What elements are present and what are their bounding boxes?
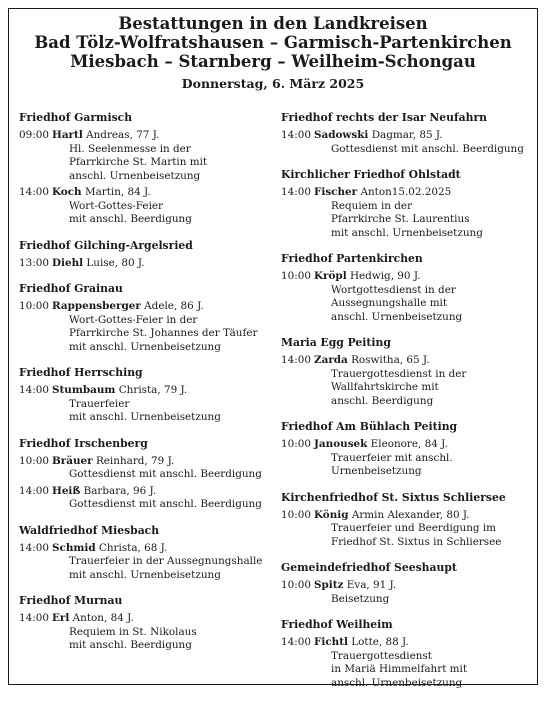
- funeral-time: 13:00: [19, 256, 49, 269]
- funeral-time: 14:00: [19, 384, 49, 396]
- deceased-person: [52, 384, 267, 398]
- cemetery-name: Friedhof Garmisch: [19, 111, 133, 124]
- funeral-time: 14:00: [19, 612, 49, 624]
- title-line: Bad Tölz-Wolfratshausen – Garmisch-Partenkirchen: [34, 33, 512, 52]
- funeral-time: 14:00: [281, 186, 311, 198]
- funeral-entry: [281, 129, 529, 156]
- service-description: in Mariä Himmelfahrt mit: [331, 663, 468, 675]
- funeral-entry: [19, 485, 267, 512]
- service-description: Gottesdienst mit anschl. Beerdigung: [69, 468, 262, 480]
- funeral-details: [52, 455, 267, 482]
- deceased-surname: Fischer: [314, 186, 358, 198]
- funeral-time: 10:00: [281, 438, 311, 450]
- publication-date: Donnerstag, 6. März 2025: [181, 76, 365, 91]
- deceased-surname: Janousek: [314, 438, 368, 450]
- cemetery-name: Friedhof Irschenberg: [19, 436, 148, 450]
- deceased-person: [314, 579, 529, 593]
- deceased-name-age: Eva, 91 J.: [346, 579, 397, 591]
- funeral-details: [314, 129, 529, 156]
- service-description: mit anschl. Beerdigung: [69, 639, 192, 651]
- cemetery-block: [19, 239, 267, 271]
- funeral-details: [52, 612, 267, 653]
- funeral-time: 14:00: [281, 636, 311, 648]
- service-description: mit anschl. Urnenbeisetzung: [69, 340, 221, 353]
- cemetery-name: Friedhof Partenkirchen: [281, 252, 423, 265]
- deceased-surname: Sadowski: [314, 129, 369, 141]
- funeral-details: [52, 384, 267, 425]
- funeral-details: [52, 257, 267, 271]
- title-line: Miesbach – Starnberg – Weilheim-Schongau: [70, 52, 476, 71]
- funeral-entry: [19, 186, 267, 227]
- funeral-time: 14:00: [19, 186, 49, 198]
- deceased-name-age: Lotte, 88 J.: [351, 636, 409, 648]
- cemetery-block: [281, 618, 529, 690]
- deceased-person: [314, 270, 529, 284]
- cemetery-block: [281, 336, 529, 408]
- funeral-entry: [281, 186, 529, 240]
- deceased-name-age: Armin Alexander, 80 J.: [351, 508, 470, 521]
- obituary-page: [8, 8, 538, 689]
- funeral-details: [314, 636, 529, 690]
- service-description: Trauergottesdienst in der: [331, 367, 467, 380]
- deceased-person: [52, 485, 267, 499]
- service-description: mit anschl. Urnenbeisetzung: [331, 226, 483, 239]
- deceased-surname: Diehl: [52, 256, 84, 269]
- cemetery-block: [19, 594, 267, 653]
- funeral-entry: [19, 300, 267, 354]
- deceased-person: [52, 612, 267, 626]
- funeral-entry: [281, 438, 529, 479]
- cemetery-block: [19, 282, 267, 354]
- funeral-details: [314, 270, 529, 324]
- service-description: Trauerfeier in der Aussegnungshalle: [69, 555, 263, 567]
- funeral-time: 10:00: [19, 454, 49, 467]
- deceased-person: [314, 354, 529, 368]
- cemetery-name: Friedhof Murnau: [19, 594, 123, 607]
- funeral-details: [52, 186, 267, 227]
- deceased-surname: Zarda: [314, 354, 348, 366]
- service-description: Aussegnungshalle mit: [331, 297, 448, 309]
- service-description: Urnenbeisetzung: [331, 465, 422, 477]
- cemetery-block: [19, 366, 267, 425]
- service-description: mit anschl. Urnenbeisetzung: [69, 411, 221, 423]
- deceased-surname: König: [314, 508, 349, 521]
- funeral-entry: [19, 384, 267, 425]
- service-description: Pfarrkirche St. Johannes der Täufer: [69, 327, 258, 339]
- title-line: Bestattungen in den Landkreisen: [118, 14, 428, 33]
- funeral-time: 10:00: [19, 300, 49, 312]
- funeral-entry: [19, 257, 267, 271]
- deceased-person: [314, 509, 529, 523]
- service-description: anschl. Urnenbeisetzung: [331, 310, 463, 323]
- funeral-details: [314, 186, 529, 240]
- funeral-time: 14:00: [281, 129, 311, 141]
- funeral-time: 10:00: [281, 579, 311, 591]
- funeral-details: [52, 129, 267, 183]
- funeral-entry: [19, 129, 267, 183]
- cemetery-name: Waldfriedhof Miesbach: [19, 523, 160, 537]
- service-description: Wallfahrtskirche mit: [331, 381, 439, 393]
- cemetery-name: Friedhof rechts der Isar Neufahrn: [281, 111, 488, 124]
- deceased-person: [52, 129, 267, 143]
- cemetery-name: Friedhof Herrsching: [19, 366, 143, 379]
- service-description: Trauerfeier: [69, 397, 130, 410]
- deceased-name-age: Luise, 80 J.: [86, 256, 145, 269]
- funeral-entry: [19, 542, 267, 583]
- funeral-time: 14:00: [19, 484, 49, 497]
- page-header: [9, 9, 537, 92]
- funeral-entry: [19, 612, 267, 653]
- deceased-person: [52, 186, 267, 200]
- deceased-person: [52, 542, 267, 556]
- service-description: Requiem in St. Nikolaus: [69, 625, 197, 638]
- cemetery-name: Kirchenfriedhof St. Sixtus Schliersee: [281, 490, 506, 504]
- deceased-name-age: Adele, 86 J.: [144, 300, 204, 312]
- deceased-name-age: Barbara, 96 J.: [83, 484, 157, 497]
- deceased-name-age: Eleonore, 84 J.: [370, 438, 448, 450]
- service-description: Hl. Seelenmesse in der: [69, 142, 191, 155]
- left-column: [19, 111, 267, 702]
- deceased-surname: Koch: [52, 186, 82, 198]
- cemetery-name: Friedhof Weilheim: [281, 618, 393, 631]
- funeral-details: [314, 579, 529, 606]
- cemetery-block: [19, 111, 267, 227]
- deceased-name-age: Christa, 79 J.: [118, 384, 188, 396]
- funeral-entry: [281, 354, 529, 408]
- cemetery-name: Gemeindefriedhof Seeshaupt: [281, 561, 457, 574]
- service-description: Wortgottesdienst in der: [331, 283, 456, 296]
- service-description: mit anschl. Beerdigung: [69, 213, 192, 225]
- service-description: Pfarrkirche St. Laurentius: [331, 213, 470, 225]
- cemetery-name: Friedhof Grainau: [19, 282, 123, 295]
- deceased-surname: Bräuer: [52, 454, 93, 467]
- deceased-surname: Rappensberger: [52, 300, 141, 312]
- cemetery-name: Friedhof Am Bühlach Peiting: [281, 420, 458, 433]
- cemetery-name: Kirchlicher Friedhof Ohlstadt: [281, 168, 461, 181]
- cemetery-block: [281, 491, 529, 550]
- deceased-name-age: Anton15.02.2025: [360, 186, 452, 198]
- funeral-entry: [281, 270, 529, 324]
- funeral-entry: [281, 636, 529, 690]
- funeral-details: [52, 485, 267, 512]
- deceased-person: [314, 636, 529, 650]
- cemetery-block: [281, 168, 529, 240]
- funeral-details: [52, 542, 267, 583]
- deceased-name-age: Dagmar, 85 J.: [371, 129, 443, 141]
- cemetery-block: [19, 524, 267, 583]
- service-description: mit anschl. Urnenbeisetzung: [69, 568, 221, 581]
- funeral-time: 14:00: [281, 354, 311, 366]
- service-description: Gottesdienst mit anschl. Beerdigung: [331, 142, 524, 155]
- deceased-name-age: Roswitha, 65 J.: [351, 354, 430, 366]
- service-description: Wort-Gottes-Feier in der: [69, 313, 198, 326]
- funeral-time: 10:00: [281, 270, 311, 282]
- funeral-details: [52, 300, 267, 354]
- service-description: Trauergottesdienst: [331, 649, 432, 662]
- deceased-name-age: Anton, 84 J.: [72, 612, 134, 624]
- deceased-surname: Spitz: [314, 579, 344, 591]
- funeral-entry: [19, 455, 267, 482]
- deceased-name-age: Christa, 68 J.: [98, 541, 168, 554]
- service-description: anschl. Beerdigung: [331, 394, 434, 407]
- deceased-surname: Hartl: [52, 129, 83, 141]
- service-description: Wort-Gottes-Feier: [69, 199, 164, 212]
- cemetery-block: [281, 111, 529, 156]
- deceased-name-age: Reinhard, 79 J.: [95, 454, 175, 467]
- deceased-surname: Heiß: [52, 484, 81, 497]
- right-column: [267, 111, 529, 702]
- funeral-entry: [281, 579, 529, 606]
- cemetery-block: [281, 561, 529, 606]
- deceased-surname: Schmid: [52, 541, 96, 554]
- service-description: Gottesdienst mit anschl. Beerdigung: [69, 498, 262, 510]
- funeral-details: [314, 438, 529, 479]
- deceased-surname: Fichtl: [314, 636, 348, 648]
- cemetery-block: [281, 420, 529, 479]
- deceased-surname: Kröpl: [314, 270, 347, 282]
- service-description: Beisetzung: [331, 592, 390, 605]
- cemetery-name: Maria Egg Peiting: [281, 336, 391, 349]
- cemetery-block: [19, 437, 267, 512]
- deceased-person: [52, 300, 267, 314]
- deceased-person: [314, 186, 529, 200]
- deceased-surname: Erl: [52, 612, 70, 624]
- listing-columns: [19, 111, 529, 702]
- funeral-details: [314, 509, 529, 550]
- deceased-name-age: Andreas, 77 J.: [86, 129, 160, 141]
- deceased-name-age: Martin, 84 J.: [84, 186, 151, 198]
- deceased-person: [314, 438, 529, 452]
- deceased-person: [314, 129, 529, 143]
- cemetery-block: [281, 252, 529, 324]
- deceased-name-age: Hedwig, 90 J.: [349, 270, 421, 282]
- funeral-time: 10:00: [281, 508, 311, 521]
- funeral-time: 14:00: [19, 541, 49, 554]
- deceased-person: [52, 455, 267, 469]
- deceased-person: [52, 257, 267, 271]
- service-description: Trauerfeier mit anschl.: [331, 451, 453, 464]
- funeral-details: [314, 354, 529, 408]
- service-description: anschl. Urnenbeisetzung: [331, 676, 463, 689]
- funeral-time: 09:00: [19, 129, 49, 141]
- service-description: anschl. Urnenbeisetzung: [69, 169, 201, 182]
- funeral-entry: [281, 509, 529, 550]
- service-description: Friedhof St. Sixtus in Schliersee: [331, 535, 502, 548]
- cemetery-name: Friedhof Gilching-Argelsried: [19, 238, 193, 252]
- deceased-surname: Stumbaum: [52, 384, 116, 396]
- service-description: Trauerfeier und Beerdigung im: [331, 522, 497, 534]
- service-description: Pfarrkirche St. Martin mit: [69, 156, 208, 168]
- service-description: Requiem in der: [331, 199, 413, 212]
